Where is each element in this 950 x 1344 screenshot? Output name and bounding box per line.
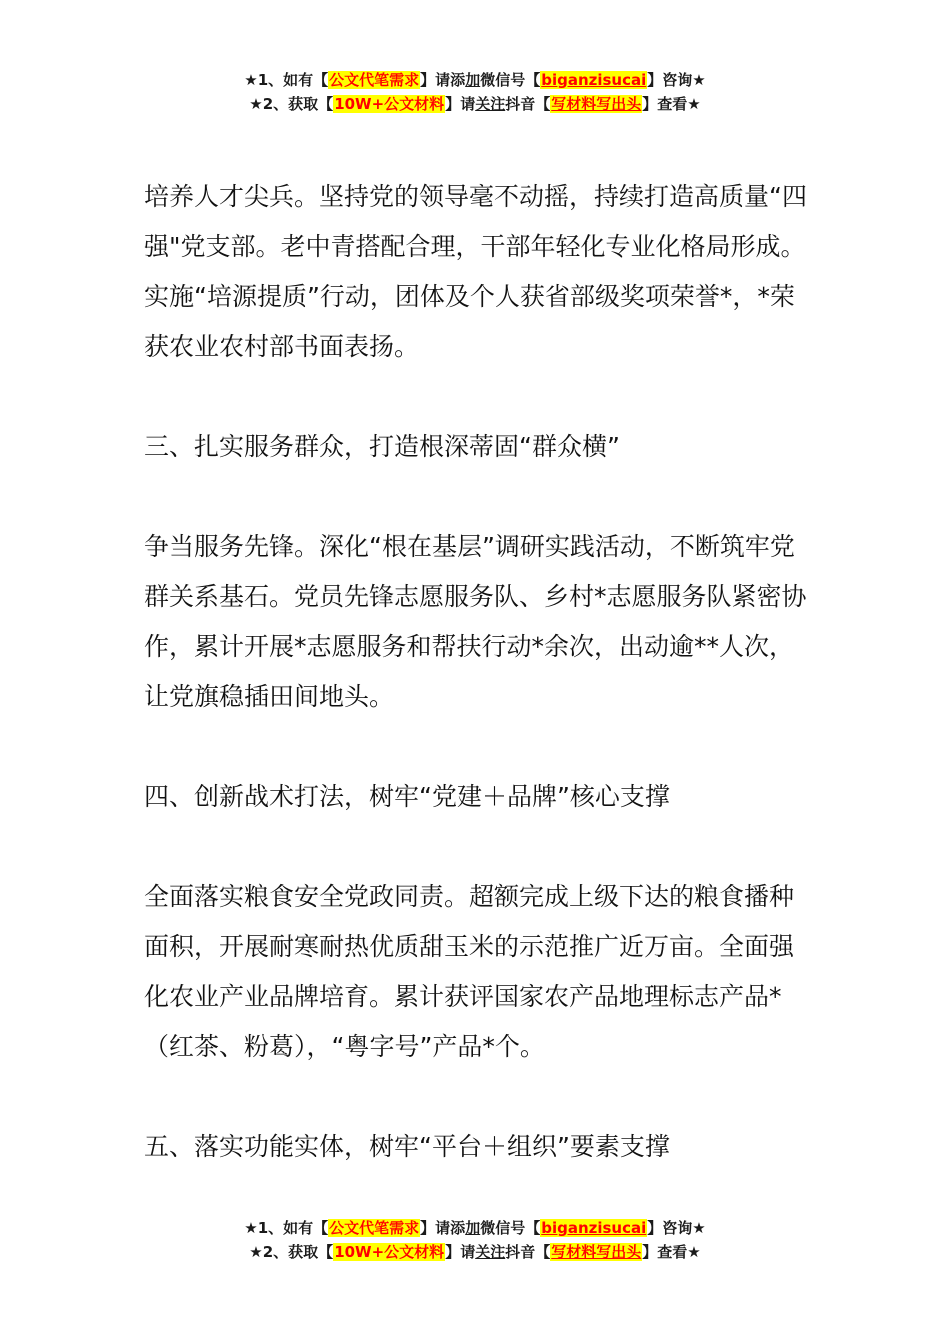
paragraph-service: 争当服务先锋。深化“根在基层”调研实践活动，不断筑牢党群关系基石。党员先锋志愿服务队、乡村*志愿服务队紧密协作，累计开展*志愿服务和帮扶行动*余次，出动逾**人次，让党旗稳插田间地头。 xyxy=(144,532,807,711)
banner-underlined: 关注 xyxy=(475,1243,506,1261)
banner-highlight-douyin: 写材料写出头 xyxy=(551,1243,642,1261)
section-heading-5: 五、落实功能实体，树牢“平台＋组织”要素支撑 xyxy=(144,1132,670,1161)
section-heading-3: 三、扎实服务群众，打造根深蒂固“群众横” xyxy=(144,432,620,461)
paragraph-talent: 培养人才尖兵。坚持党的领导毫不动摇，持续打造高质量“四强"党支部。老中青搭配合理，干部年轻化专业化格局形成。实施“培源提质”行动，团体及个人获省部级奖项荣誉*，*荣获农业农村部书面表扬。 xyxy=(144,182,807,361)
banner-text: 】查看★ xyxy=(642,1243,701,1261)
banner-highlight: 10W+公文材料 xyxy=(334,1243,445,1261)
banner-text: 】请 xyxy=(445,1243,476,1261)
banner-underlined: 加 xyxy=(465,1219,481,1237)
banner-highlight-wechat: biganzisucai xyxy=(541,1219,647,1237)
section-heading-4: 四、创新战术打法，树牢“党建＋品牌”核心支撑 xyxy=(144,782,670,811)
banner-underlined: 加 xyxy=(465,71,481,89)
banner-highlight-douyin: 写材料写出头 xyxy=(551,95,642,113)
banner-text: 】请添 xyxy=(420,71,466,89)
banner-underlined: 关注 xyxy=(475,95,506,113)
banner-text: 】咨询★ xyxy=(647,1219,706,1237)
banner-text: ★2、获取【 xyxy=(249,1243,334,1261)
banner-text: 】请 xyxy=(445,95,476,113)
banner-text: 】查看★ xyxy=(642,95,701,113)
banner-line-2 xyxy=(0,92,950,116)
banner-line-1 xyxy=(0,1216,950,1240)
document-body xyxy=(144,172,812,1172)
banner-highlight-wechat: biganzisucai xyxy=(541,71,647,89)
banner-text: 】请添 xyxy=(420,1219,466,1237)
banner-text: 微信号【 xyxy=(480,71,541,89)
header-banner xyxy=(0,68,950,116)
footer-banner xyxy=(0,1216,950,1264)
banner-highlight: 10W+公文材料 xyxy=(334,95,445,113)
banner-line-1 xyxy=(0,68,950,92)
banner-line-2 xyxy=(0,1240,950,1264)
banner-text: 】咨询★ xyxy=(647,71,706,89)
banner-text: 微信号【 xyxy=(480,1219,541,1237)
banner-text: 抖音【 xyxy=(505,1243,551,1261)
banner-text: ★2、获取【 xyxy=(249,95,334,113)
banner-text: ★1、如有【 xyxy=(244,1219,329,1237)
banner-highlight: 公文代笔需求 xyxy=(329,1219,420,1237)
paragraph-food-security: 全面落实粮食安全党政同责。超额完成上级下达的粮食播种面积，开展耐寒耐热优质甜玉米的示范推广近万亩。全面强化农业产业品牌培育。累计获评国家农产品地理标志产品*（红茶、粉葛），“粤字号”产品*个。 xyxy=(144,882,795,1061)
banner-text: 抖音【 xyxy=(505,95,551,113)
banner-highlight: 公文代笔需求 xyxy=(329,71,420,89)
banner-text: ★1、如有【 xyxy=(244,71,329,89)
